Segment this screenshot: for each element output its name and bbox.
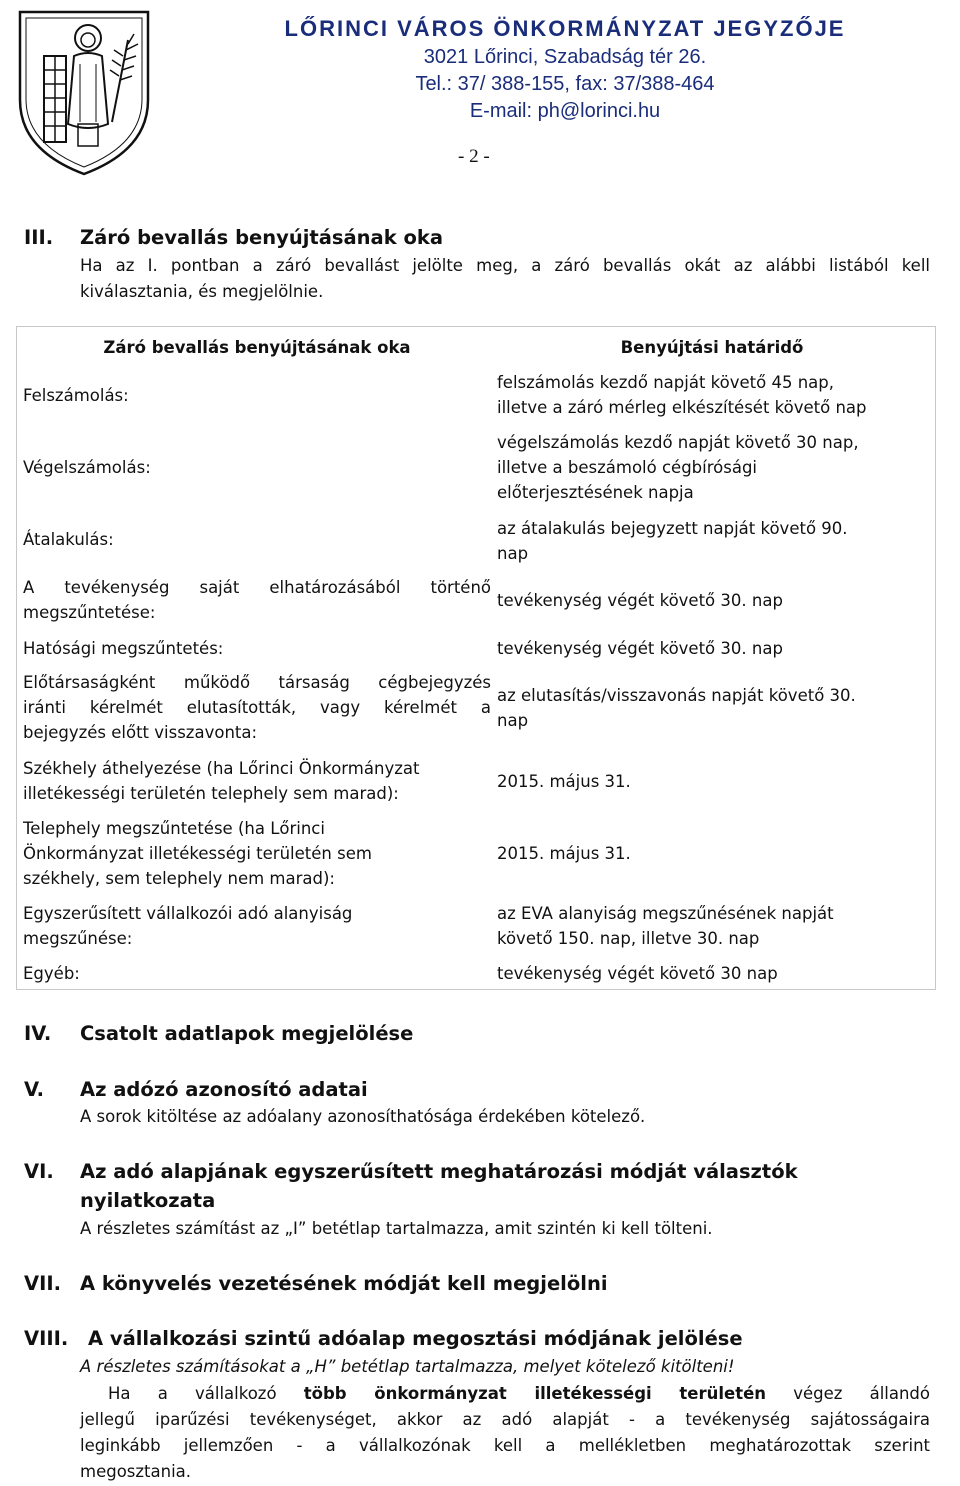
- column-header-reason: Záró bevallás benyújtásának oka: [103, 338, 411, 357]
- section-8-paragraph: Ha a vállalkozó több önkormányzat illetékességi területén végez állandó jellegű iparűzési tevékenységet, akkor az adó alapját - a tevékenység sajátosságaira leginkább jellemzően - a vállalkozónak kell a mellékletben meghatározottak szerint megosztania.: [80, 1384, 931, 1481]
- table-row-reason: Telephely megszűntetése (ha Lőrinci Önkormányzat illetékességi területén sem székhely, sem telephely nem marad):: [23, 819, 372, 888]
- section-number: V.: [24, 1078, 44, 1101]
- intro-line: Ha az I. pontban a záró bevallást jelölte meg, a záró bevallás okát az alábbi listából kell: [80, 256, 930, 275]
- section-6-heading-cont: nyilatkozata: [80, 1189, 216, 1212]
- table-row-deadline: tevékenység végét követő 30. nap: [497, 639, 783, 658]
- section-5-text: A sorok kitöltése az adóalany azonosíthatósága érdekében kötelező.: [80, 1107, 646, 1126]
- section-4-heading: [24, 1022, 413, 1045]
- table-row-reason: Székhely áthelyezése (ha Lőrinci Önkormányzat illetékességi területén telephely sem marad):: [23, 759, 420, 803]
- section-7-heading: [24, 1272, 608, 1295]
- office-title: LŐRINCI VÁROS ÖNKORMÁNYZAT JEGYZŐJE: [284, 16, 846, 41]
- section-6-heading: [24, 1160, 798, 1183]
- table-row-deadline: tevékenység végét követő 30 nap: [497, 964, 778, 983]
- office-address: 3021 Lőrinci, Szabadság tér 26.: [423, 46, 707, 68]
- table-row-reason: Hatósági megszűntetés:: [23, 639, 224, 658]
- section-number: VII.: [24, 1272, 62, 1295]
- section-8-heading: [24, 1327, 743, 1350]
- table-row-deadline: az elutasítás/visszavonás napját követő 30. nap: [497, 686, 856, 730]
- table-row-reason: Átalakulás:: [23, 530, 114, 549]
- section-number: VIII.: [24, 1327, 69, 1350]
- section-title: Az adózó azonosító adatai: [80, 1078, 368, 1101]
- table-row-reason: Felszámolás:: [23, 386, 129, 405]
- table-row-deadline: 2015. május 31.: [497, 844, 631, 863]
- section-5-heading: [24, 1078, 368, 1101]
- table-row-deadline: felszámolás kezdő napját követő 45 nap, illetve a záró mérleg elkészítését követő nap: [497, 373, 867, 417]
- table-row-reason: Előtársaságként működő társaság cégbejegyzés iránti kérelmét elutasították, vagy kérelmét a bejegyzés előtt visszavonta:: [23, 673, 491, 742]
- table-row-deadline: végelszámolás kezdő napját követő 30 nap, illetve a beszámoló cégbírósági előterjesztésének napja: [497, 433, 859, 502]
- section-number: IV.: [24, 1022, 52, 1045]
- city-coat-of-arms: [10, 4, 158, 180]
- section-title: Az adó alapjának egyszerűsített meghatározási módját választók: [80, 1160, 798, 1183]
- table-row-reason: Egyszerűsített vállalkozói adó alanyiság megszűnése:: [23, 904, 353, 948]
- column-header-deadline: Benyújtási határidő: [620, 338, 804, 357]
- table-row-deadline: az EVA alanyiság megszűnésének napját követő 150. nap, illetve 30. nap: [497, 904, 834, 948]
- section-6-text: A részletes számítást az „I” betétlap tartalmazza, amit szintén ki kell tölteni.: [80, 1219, 713, 1238]
- office-email: E-mail: ph@lorinci.hu: [469, 100, 661, 122]
- section-3-heading: [24, 226, 443, 249]
- table-row-reason: Végelszámolás:: [23, 458, 151, 477]
- section-3-intro: [80, 253, 930, 305]
- table-row-deadline: az átalakulás bejegyzett napját követő 90. nap: [497, 519, 848, 563]
- office-phone: Tel.: 37/ 388-155, fax: 37/388-464: [415, 73, 715, 95]
- section-number: III.: [24, 226, 54, 249]
- table-row-deadline: 2015. május 31.: [497, 772, 631, 791]
- page-number: - 2 -: [458, 146, 490, 167]
- closing-return-reasons-table: [16, 326, 936, 990]
- section-title: A vállalkozási szintű adóalap megosztási módjának jelölése: [88, 1327, 743, 1350]
- section-8-italic-note: A részletes számításokat a „H” betétlap tartalmazza, melyet kötelező kitölteni!: [80, 1357, 735, 1376]
- intro-line: kiválasztania, és megjelölnie.: [80, 282, 324, 301]
- table-row-reason: A tevékenység saját elhatározásából történő megszűntetése:: [23, 578, 491, 622]
- table-row-reason: Egyéb:: [23, 964, 80, 983]
- letterhead: [250, 14, 880, 125]
- table-row-deadline: tevékenység végét követő 30. nap: [497, 591, 783, 610]
- section-number: VI.: [24, 1160, 54, 1183]
- section-title: Csatolt adatlapok megjelölése: [80, 1022, 414, 1045]
- section-title: Záró bevallás benyújtásának oka: [80, 226, 443, 249]
- section-title: A könyvelés vezetésének módját kell megjelölni: [80, 1272, 608, 1295]
